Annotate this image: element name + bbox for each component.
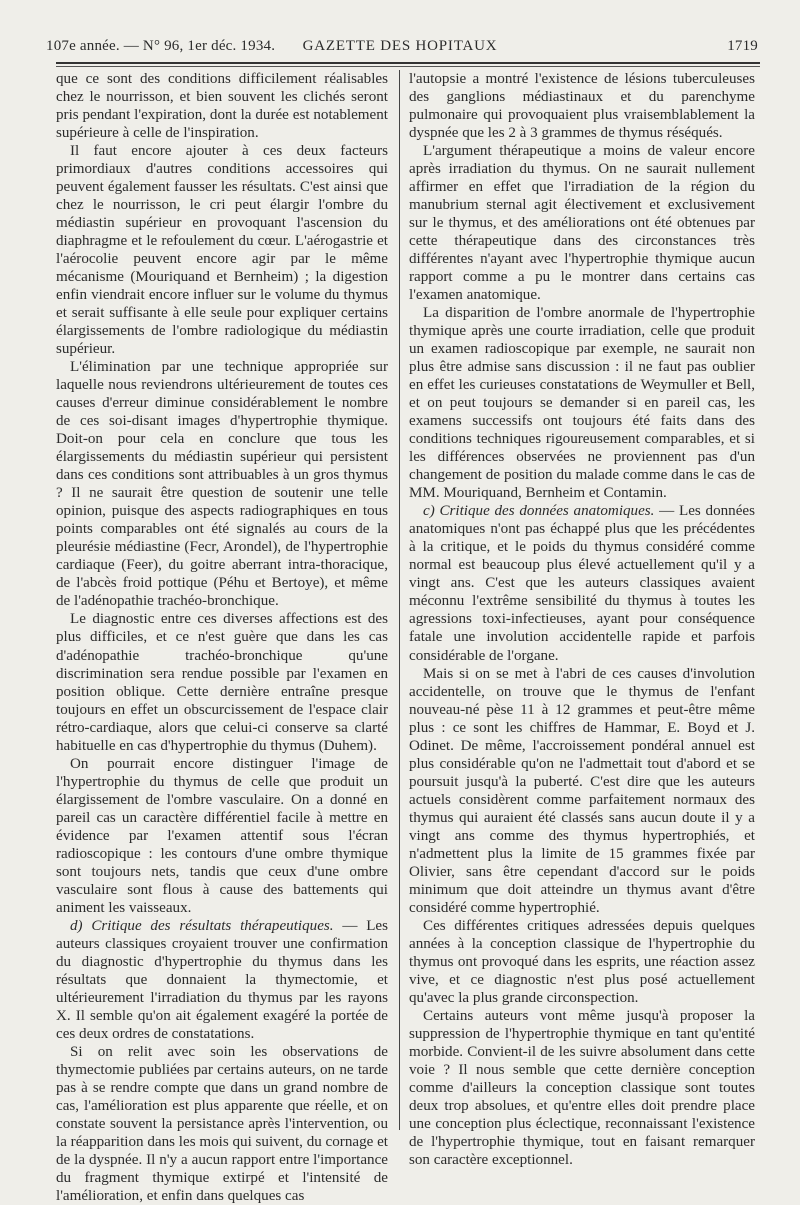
left-column	[56, 70, 388, 1205]
paragraph: que ce sont des conditions difficilement réalisables chez le nourrisson, et bien souvent les clichés seront pris pendant l'expiration, dont la durée est notablement supérieure à celle de l'inspiration.	[56, 71, 388, 142]
paragraph: l'autopsie a montré l'existence de lésions tuberculeuses des ganglions médiastinaux et du parenchyme pulmonaire qui provoquaient plus vraisemblablement la dyspnée que les 2 à 3 grammes de thymus réséqués.	[409, 71, 755, 142]
header-rule-thin	[56, 66, 760, 67]
paragraph: Ces différentes critiques adressées depuis quelques années à la conception classique de l'hypertrophie du thymus ont provoqué dans les esprits, une réaction assez vive, et ce diagnostic n'est plus posé actuellement qu'avec la plus grande circonspection.	[409, 917, 755, 1006]
paragraph: L'argument thérapeutique a moins de valeur encore après irradiation du thymus. On ne saurait nullement affirmer en effet que l'irradiation de la région du manubrium sternal agit électivement et exclusivement sur le thymus, et des améliorations ont été obtenues par cette thérapeutique dans des circonstances très différentes n'ayant avec l'hypertrophie thymique aucun rapport comme a pu le montrer dans certains cas l'examen anatomique.	[409, 143, 755, 304]
issue-info: 107e année. — N° 96, 1er déc. 1934.	[46, 38, 276, 54]
right-column	[409, 70, 755, 1169]
journal-title: GAZETTE DES HOPITAUX	[302, 38, 498, 54]
paragraph: Si on relit avec soin les observations de thymectomie publiées par certains auteurs, on ne tarde pas à se rendre compte que dans un grand nombre de cas, l'amélioration est plus apparente que réelle, et on constate souvent la persistance après l'intervention, ou la réapparition dans les mois qui suivent, du cornage et de la dyspnée. Il n'y a aucun rapport entre l'importance du fragment thymique extirpé et l'intensité de l'amélioration, et enfin dans quelques cas	[56, 1043, 388, 1204]
column-divider	[399, 70, 400, 1130]
header-rule	[56, 62, 760, 64]
paragraph: L'élimination par une technique appropriée sur laquelle nous reviendrons ultérieurement de toutes ces causes d'erreur diminue considérablement le nombre de ces soi-disant images d'hypertrophie thymique. Doit-on pour cela en conclure que tous les élargissements du médiastin supérieur qui persistent dans ces conditions sont attribuables à un gros thymus ? Il ne saurait être question de soutenir une telle opinion, puisque des aspects radiographiques en tous points comparables ont été signalés au cours de la pleurésie médiastine (Fecr, Arondel), de l'hypertrophie cardiaque (Feer), du goitre aberrant intra-thoracique, de l'abcès froid pottique (Péhu et Bertoye), et même de l'adénopathie trachéo-bronchique.	[56, 359, 388, 610]
section-paragraph: d) Critique des résultats thérapeutiques. — Les auteurs classiques croyaient trouver une confirmation du diagnostic d'hypertrophie du thymus dans les résultats que donnaient la thymectomie, et ultérieurement l'irradiation du thymus par les rayons X. Il semble qu'on ait également exagéré la portée de ces deux ordres de constatations.	[56, 917, 388, 1042]
running-head	[42, 32, 758, 56]
paragraph: Le diagnostic entre ces diverses affections est des plus difficiles, et ce n'est guère que dans les cas d'adénopathie trachéo-bronchique qu'une discrimination sera rendue possible par l'examen en position oblique. Cette dernière entraîne presque toujours en effet un obscurcissement de l'espace clair rétro-cardiaque, alors que celui-ci conserve sa clarté habituelle en cas d'hypertrophie du thymus (Duhem).	[56, 611, 388, 754]
page-number: 1719	[727, 38, 758, 54]
paragraph: On pourrait encore distinguer l'image de l'hypertrophie du thymus de celle que produit un élargissement de l'ombre vasculaire. On a donné en pareil cas un caractère différentiel facile à mettre en évidence par l'examen attentif sous l'écran radioscopique : les contours d'une ombre thymique sont toujours nets, tandis que ceux d'une ombre vasculaire sont flous à cause des battements qui animent les vaisseaux.	[56, 755, 388, 916]
paragraph: Mais si on se met à l'abri de ces causes d'involution accidentelle, on trouve que le thymus de l'enfant nouveau-né pèse 11 à 12 grammes et peut-être même plus : ce sont les chiffres de Hammar, E. Boyd et J. Odinet. De même, l'accroissement pondéral annuel est plus considérable qu'on ne l'admettait tout d'abord et se poursuit jusqu'à la puberté. C'est dire que les auteurs actuels considèrent comme parfaitement normaux des thymus qui auraient été classés sans aucun doute il y a vingt ans comme des thymus hypertrophiés, et n'admettent plus la limite de 15 grammes fixée par Olivier, sans être cependant d'accord sur le poids minimum que doit atteindre un thymus avant d'être considéré comme hypertrophié.	[409, 665, 755, 916]
paragraph: La disparition de l'ombre anormale de l'hypertrophie thymique après une courte irradiation, celle que produit un examen radioscopique par exemple, ne saurait non plus être admise sans discussion : il ne faut pas oublier en effet les curieuses constatations de Weymuller et Bell, et on peut toujours se demander si en pareil cas, les examens successifs ont toujours été faits dans des conditions techniques rigoureusement comparables, et si les différences observées ne proviennent pas d'un changement de position du malade comme dans le cas de MM. Mouriquand, Bernheim et Contamin.	[409, 305, 755, 502]
paragraph: Il faut encore ajouter à ces deux facteurs primordiaux d'autres conditions accessoires qui peuvent également fausser les résultats. C'est ainsi que chez le nourrisson, le cri peut élargir l'ombre du médiastin supérieur en provoquant l'ascension du diaphragme et le refoulement du cœur. L'aérogastrie et l'aérocolie peuvent encore agir par le même mécanisme (Mouriquand et Bernheim) ; la digestion enfin viendrait encore influer sur le volume du thymus et serait suffisante à elle seule pour expliquer certains élargissements de l'ombre radiologique du médiastin supérieur.	[56, 143, 388, 358]
paragraph: Certains auteurs vont même jusqu'à proposer la suppression de l'hypertrophie thymique en tant qu'entité morbide. Convient-il de les suivre absolument dans cette voie ? Il nous semble que cette dernière conception comme d'ailleurs la conception classique sont toutes deux trop absolues, et qu'entre elles doit prendre place une conception plus éclectique, reconnaissant l'existence de l'hypertrophie thymique, tout en faisant remarquer son caractère exceptionnel.	[409, 1007, 755, 1168]
section-paragraph: c) Critique des données anatomiques. — Les données anatomiques n'ont pas échappé plus que les précédentes à la critique, et le poids du thymus considéré comme normal est beaucoup plus élevé actuellement qu'il y a vingt ans. C'est que les auteurs classiques avaient méconnu l'extrême sensibilité du thymus à toutes les agressions toxi-infectieuses, ayant pour conséquence fatale une involution accidentelle rapide et parfois considérable de l'organe.	[409, 503, 755, 664]
